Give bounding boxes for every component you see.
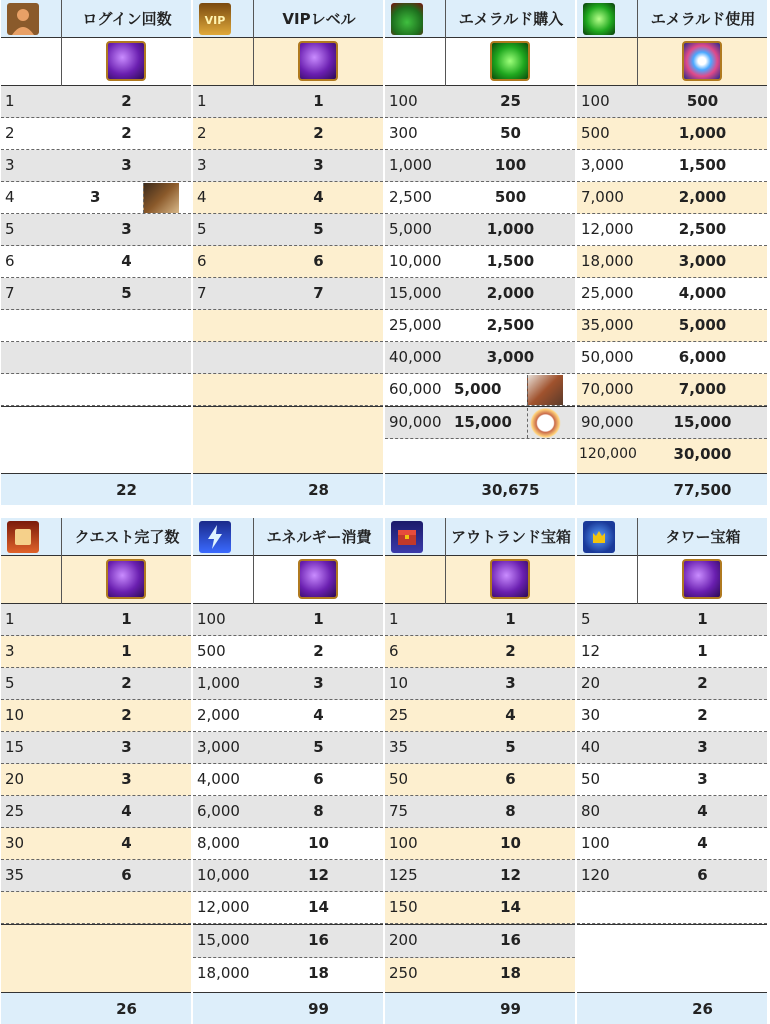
table-row: 80 4 xyxy=(577,796,767,828)
table-row: 2 2 xyxy=(1,118,191,150)
login-title: ログイン回数 xyxy=(82,10,172,28)
empty-block xyxy=(577,924,767,992)
emerald-reward-icon xyxy=(490,41,530,81)
table-row: 18,000 3,000 xyxy=(577,246,767,278)
quest-column xyxy=(1,518,191,1024)
table-row: 500 1,000 xyxy=(577,118,767,150)
table-row: 3 1 xyxy=(1,636,191,668)
table-row: 50 3 xyxy=(577,764,767,796)
emerald-use-total: 77,500 xyxy=(577,473,767,505)
hooded-hero-portrait xyxy=(527,375,563,405)
empty-row xyxy=(193,310,383,342)
vip-title: VIPレベル xyxy=(282,10,356,28)
vip-icon xyxy=(199,3,231,35)
table-row: 4 3 xyxy=(1,182,191,214)
emerald-pile-icon xyxy=(391,3,423,35)
empty-block xyxy=(1,924,191,992)
empty-row xyxy=(1,310,191,342)
table-row: 1 1 xyxy=(1,604,191,636)
table-row: 1 1 xyxy=(385,604,575,636)
empty-row xyxy=(577,892,767,924)
vip-reward-row xyxy=(193,38,383,86)
table-row: 40 3 xyxy=(577,732,767,764)
table-row: 15,000 2,000 xyxy=(385,278,575,310)
lightning-icon xyxy=(199,521,231,553)
energy-reward-row xyxy=(193,556,383,604)
tower-total: 26 xyxy=(577,992,767,1024)
empty-block xyxy=(1,406,191,473)
outland-reward-row xyxy=(385,556,575,604)
table-row: 60,000 5,000 xyxy=(385,374,575,406)
table-row: 5 3 xyxy=(1,214,191,246)
ring-item-icon xyxy=(527,408,563,438)
quest-reward-row xyxy=(1,556,191,604)
empty-row xyxy=(1,374,191,406)
table-row: 6,000 8 xyxy=(193,796,383,828)
tower-column xyxy=(577,518,767,1024)
vip-total: 28 xyxy=(193,473,383,505)
table-row: 7 7 xyxy=(193,278,383,310)
table-row: 1 2 xyxy=(1,86,191,118)
emerald-buy-title: エメラルド購入 xyxy=(458,10,564,28)
table-row: 12 1 xyxy=(577,636,767,668)
emerald-use-header xyxy=(577,0,767,38)
emerald-gem-icon xyxy=(583,3,615,35)
table-row: 25,000 4,000 xyxy=(577,278,767,310)
table-row: 2,000 4 xyxy=(193,700,383,732)
table-row: 2,500 500 xyxy=(385,182,575,214)
table-row: 15 3 xyxy=(1,732,191,764)
energy-title: エネルギー消費 xyxy=(266,528,372,546)
table-row: 25 4 xyxy=(1,796,191,828)
table-row: 300 50 xyxy=(385,118,575,150)
table-row: 6 4 xyxy=(1,246,191,278)
emerald-buy-header xyxy=(385,0,575,38)
table-row: 3,000 5 xyxy=(193,732,383,764)
table-row: 1,000 100 xyxy=(385,150,575,182)
empty-row xyxy=(193,374,383,406)
energy-total: 99 xyxy=(193,992,383,1024)
table-row: 10 3 xyxy=(385,668,575,700)
table-row: 125 12 xyxy=(385,860,575,892)
tower-chest-icon xyxy=(583,521,615,553)
energy-header xyxy=(193,518,383,556)
empty-row xyxy=(1,892,191,924)
table-row: 12,000 2,500 xyxy=(577,214,767,246)
emerald-buy-total: 30,675 xyxy=(385,473,575,505)
table-row: 1 1 xyxy=(193,86,383,118)
table-row: 50,000 6,000 xyxy=(577,342,767,374)
table-row: 10,000 1,500 xyxy=(385,246,575,278)
portal-reward-icon xyxy=(682,41,722,81)
login-column xyxy=(1,0,191,505)
scroll-reward-icon xyxy=(298,559,338,599)
quest-scroll-icon xyxy=(7,521,39,553)
table-row: 30 2 xyxy=(577,700,767,732)
quest-title: クエスト完了数 xyxy=(74,528,180,546)
table-row: 75 8 xyxy=(385,796,575,828)
scroll-reward-icon xyxy=(490,559,530,599)
quest-header xyxy=(1,518,191,556)
table-row: 100 500 xyxy=(577,86,767,118)
emerald-use-reward-row xyxy=(577,38,767,86)
table-row: 7,000 2,000 xyxy=(577,182,767,214)
table-row: 7 5 xyxy=(1,278,191,310)
emerald-buy-reward-row xyxy=(385,38,575,86)
chest-icon xyxy=(391,521,423,553)
table-row: 4 4 xyxy=(193,182,383,214)
table-row: 20 3 xyxy=(1,764,191,796)
table-row: 90,000 15,000 xyxy=(385,406,575,439)
table-row: 40,000 3,000 xyxy=(385,342,575,374)
table-row: 1,000 3 xyxy=(193,668,383,700)
emerald-use-column xyxy=(577,0,767,505)
table-row: 6 6 xyxy=(193,246,383,278)
reward-table-bottom xyxy=(0,518,770,1024)
table-row: 12,000 14 xyxy=(193,892,383,924)
empty-row xyxy=(1,342,191,374)
table-row: 35 5 xyxy=(385,732,575,764)
table-row: 4,000 6 xyxy=(193,764,383,796)
table-row: 100 1 xyxy=(193,604,383,636)
table-row: 100 4 xyxy=(577,828,767,860)
table-row: 120 6 xyxy=(577,860,767,892)
table-row: 15,000 16 xyxy=(193,924,383,958)
energy-column xyxy=(193,518,383,1024)
table-row: 10,000 12 xyxy=(193,860,383,892)
login-total: 22 xyxy=(1,473,191,505)
emerald-use-title: エメラルド使用 xyxy=(650,10,756,28)
vip-header xyxy=(193,0,383,38)
table-row: 25 4 xyxy=(385,700,575,732)
tower-reward-row xyxy=(577,556,767,604)
user-icon xyxy=(7,3,39,35)
table-row: 20 2 xyxy=(577,668,767,700)
table-row: 200 16 xyxy=(385,924,575,958)
login-reward-row xyxy=(1,38,191,86)
table-row: 8,000 10 xyxy=(193,828,383,860)
table-row: 30 4 xyxy=(1,828,191,860)
table-row: 5,000 1,000 xyxy=(385,214,575,246)
table-row: 5 5 xyxy=(193,214,383,246)
table-row: 3 3 xyxy=(1,150,191,182)
quest-total: 26 xyxy=(1,992,191,1024)
empty-row xyxy=(193,342,383,374)
table-row: 3 3 xyxy=(193,150,383,182)
table-row: 3,000 1,500 xyxy=(577,150,767,182)
table-row: 100 25 xyxy=(385,86,575,118)
table-row: 250 18 xyxy=(385,958,575,992)
table-row: 90,000 15,000 xyxy=(577,406,767,439)
empty-block xyxy=(385,439,575,473)
tower-title: タワー宝箱 xyxy=(665,528,741,546)
table-row: 5 1 xyxy=(577,604,767,636)
table-row: 500 2 xyxy=(193,636,383,668)
table-row: 2 2 xyxy=(193,118,383,150)
vip-column xyxy=(193,0,383,505)
outland-total: 99 xyxy=(385,992,575,1024)
table-row: 35 6 xyxy=(1,860,191,892)
login-header xyxy=(1,0,191,38)
tower-header xyxy=(577,518,767,556)
outland-title: アウトランド宝箱 xyxy=(450,528,571,546)
outland-header xyxy=(385,518,575,556)
table-row: 35,000 5,000 xyxy=(577,310,767,342)
table-row: 150 14 xyxy=(385,892,575,924)
reward-table-top xyxy=(0,0,770,505)
scroll-reward-icon xyxy=(106,559,146,599)
table-row: 10 2 xyxy=(1,700,191,732)
table-row: 50 6 xyxy=(385,764,575,796)
beast-hero-portrait xyxy=(143,183,179,213)
scroll-reward-icon xyxy=(106,41,146,81)
table-row: 120,000 30,000 xyxy=(577,439,767,473)
scroll-reward-icon xyxy=(682,559,722,599)
empty-block xyxy=(193,406,383,473)
table-row: 18,000 18 xyxy=(193,958,383,992)
outland-column xyxy=(385,518,575,1024)
table-row: 6 2 xyxy=(385,636,575,668)
emerald-buy-column xyxy=(385,0,575,505)
scroll-reward-icon xyxy=(298,41,338,81)
table-row: 5 2 xyxy=(1,668,191,700)
table-row: 100 10 xyxy=(385,828,575,860)
svg-text:VIP: VIP xyxy=(204,14,226,27)
table-row: 25,000 2,500 xyxy=(385,310,575,342)
table-row: 70,000 7,000 xyxy=(577,374,767,406)
